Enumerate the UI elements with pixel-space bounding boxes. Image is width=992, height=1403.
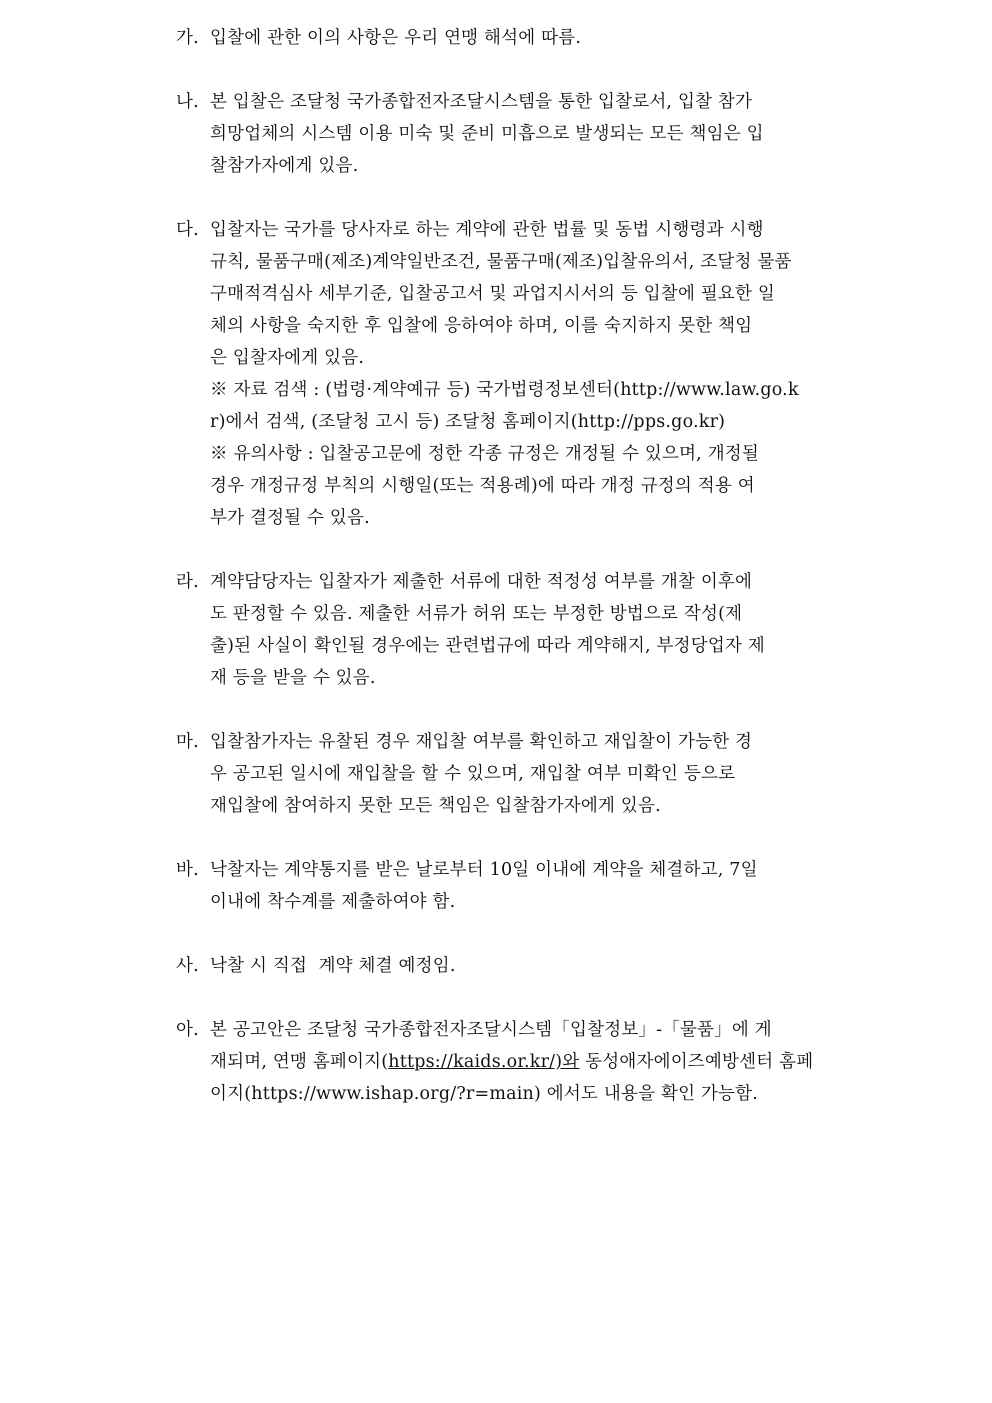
clause-line: 규칙, 물품구매(제조)계약일반조건, 물품구매(제조)입찰유의서, 조달청 물품 (210, 252, 792, 272)
clause-body (210, 854, 876, 918)
clause-line: 이내에 착수계를 제출하여야 함. (210, 892, 456, 912)
clause-marker: 사. (176, 956, 199, 976)
clause-ra (176, 566, 876, 694)
clause-line: 낙찰자는 계약통지를 받은 날로부터 10일 이내에 계약을 체결하고, 7일 (210, 860, 758, 880)
clause-a (176, 1014, 876, 1110)
clause-ba (176, 854, 876, 918)
clause-line: 체의 사항을 숙지한 후 입찰에 응하여야 하며, 이를 숙지하지 못한 책임 (210, 316, 753, 336)
clause-line: 찰참가자에게 있음. (210, 156, 359, 176)
clause-line: 구매적격심사 세부기준, 입찰공고서 및 과업지시서의 등 입찰에 필요한 일 (210, 284, 776, 304)
reference-note-line: r)에서 검색, (조달청 고시 등) 조달청 홈페이지(http://pps.go.kr) (210, 412, 726, 432)
clause-body (210, 22, 876, 54)
clause-line (210, 1046, 876, 1078)
reference-note-line: ※ 자료 검색 : (법령·계약예규 등) 국가법령정보센터(http://www.law.go.k (210, 380, 799, 400)
clause-body (210, 950, 876, 982)
clause-line: 우 공고된 일시에 재입찰을 할 수 있으며, 재입찰 여부 미확인 등으로 (210, 764, 736, 784)
clause-line: 본 입찰은 조달청 국가종합전자조달시스템을 통한 입찰로서, 입찰 참가 (210, 92, 753, 112)
clause-line: 출)된 사실이 확인될 경우에는 관련법규에 따라 계약해지, 부정당업자 제 (210, 636, 765, 656)
clause-body (210, 566, 876, 694)
clause-text: 재되며, 연맹 홈페이지( (210, 1052, 389, 1072)
clause-line: 재 등을 받을 수 있음. (210, 668, 376, 688)
clause-marker: 아. (176, 1020, 199, 1040)
clause-body (210, 726, 876, 822)
clause-ma (176, 726, 876, 822)
document-page (176, 22, 876, 1110)
clause-marker: 가. (176, 28, 199, 48)
clause-line: 입찰참가자는 유찰된 경우 재입찰 여부를 확인하고 재입찰이 가능한 경 (210, 732, 753, 752)
clause-body (210, 214, 876, 534)
association-homepage-link[interactable]: https://kaids.or.kr/)와 (388, 1052, 580, 1072)
clause-sa (176, 950, 876, 982)
clause-line: 이지(https://www.ishap.org/?r=main) 에서도 내용을 확인 가능함. (210, 1084, 759, 1104)
clause-line: 희망업체의 시스템 이용 미숙 및 준비 미흡으로 발생되는 모든 책임은 입 (210, 124, 764, 144)
clause-line: 입찰에 관한 이의 사항은 우리 연맹 해석에 따름. (210, 28, 582, 48)
clause-marker: 나. (176, 92, 199, 112)
caution-note-line: ※ 유의사항 : 입찰공고문에 정한 각종 규정은 개정될 수 있으며, 개정될 (210, 444, 760, 464)
clause-na (176, 86, 876, 182)
clause-line: 입찰자는 국가를 당사자로 하는 계약에 관한 법률 및 동법 시행령과 시행 (210, 220, 764, 240)
clause-marker: 다. (176, 220, 199, 240)
clause-line: 계약담당자는 입찰자가 제출한 서류에 대한 적정성 여부를 개찰 이후에 (210, 572, 753, 592)
clause-ga (176, 22, 876, 54)
clause-line: 도 판정할 수 있음. 제출한 서류가 허위 또는 부정한 방법으로 작성(제 (210, 604, 743, 624)
clause-body (210, 86, 876, 182)
clause-line: 본 공고안은 조달청 국가종합전자조달시스템「입찰정보」-「물품」에 게 (210, 1020, 772, 1040)
clause-line: 은 입찰자에게 있음. (210, 348, 365, 368)
clause-da (176, 214, 876, 534)
clause-text: 동성애자에이즈예방센터 홈페 (579, 1052, 814, 1072)
caution-note-line: 경우 개정규정 부칙의 시행일(또는 적용례)에 따라 개정 규정의 적용 여 (210, 476, 755, 496)
clause-line: 낙찰 시 직접 계약 체결 예정임. (210, 956, 456, 976)
clause-marker: 마. (176, 732, 199, 752)
clause-marker: 바. (176, 860, 199, 880)
clause-marker: 라. (176, 572, 199, 592)
clause-body (210, 1014, 876, 1110)
clause-line: 재입찰에 참여하지 못한 모든 책임은 입찰참가자에게 있음. (210, 796, 661, 816)
caution-note-line: 부가 결정될 수 있음. (210, 508, 370, 528)
